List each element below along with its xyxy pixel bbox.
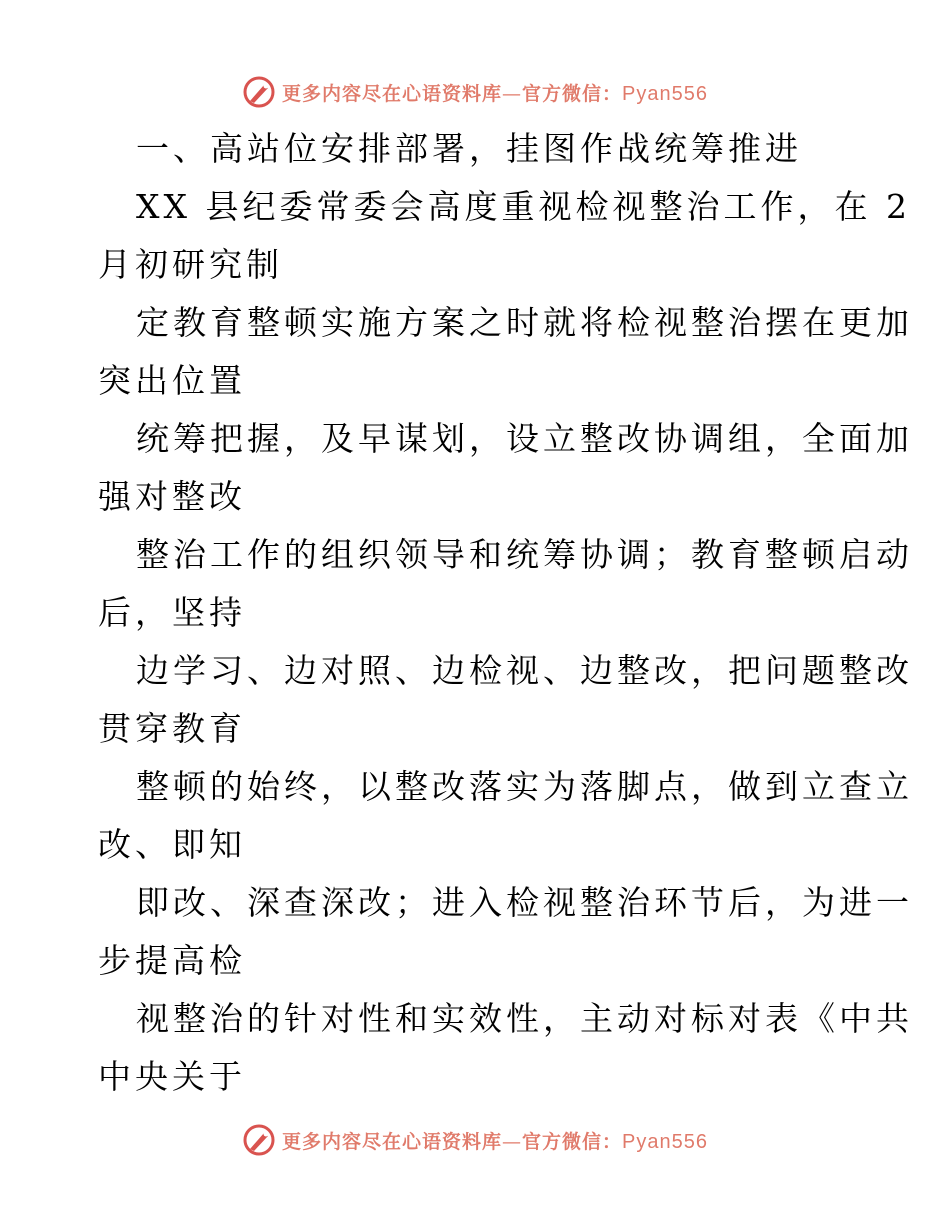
watermark-text [282, 1127, 708, 1154]
watermark-main: 更多内容尽在心语资料库 [282, 1130, 503, 1153]
watermark-wechat-id: Pyan556 [622, 82, 708, 105]
paragraph-line: 即改、深查深改；进入检视整治环节后，为进一 [136, 883, 913, 922]
paragraph-line: 统筹把握，及早谋划，设立整改协调组，全面加 [136, 419, 913, 458]
header-watermark [0, 72, 950, 112]
paragraph-line: 突出位置 [98, 361, 246, 400]
pen-logo-icon [242, 75, 276, 109]
section-heading: 一、高站位安排部署，挂图作战统筹推进 [136, 129, 802, 168]
watermark-dash: — [502, 1130, 523, 1153]
paragraph-line: 月初研究制 [98, 245, 283, 284]
watermark-wechat-label: 官方微信： [522, 1130, 623, 1153]
footer-watermark [0, 1120, 950, 1160]
watermark-wechat-label: 官方微信： [522, 82, 623, 105]
paragraph-line: 改、即知 [98, 825, 246, 864]
paragraph-line: 强对整改 [98, 477, 246, 516]
paragraph-line: 贯穿教育 [98, 709, 246, 748]
paragraph-line: 整顿的始终，以整改落实为落脚点，做到立查立 [136, 767, 913, 806]
paragraph-line: 边学习、边对照、边检视、边整改，把问题整改 [136, 651, 913, 690]
paragraph-line: 步提高检 [98, 941, 246, 980]
watermark-text [282, 79, 708, 106]
paragraph-line: 中央关于 [98, 1057, 246, 1096]
watermark-wechat-id: Pyan556 [622, 1130, 708, 1153]
paragraph-line: 定教育整顿实施方案之时就将检视整治摆在更加 [136, 303, 913, 342]
watermark-dash: — [502, 82, 523, 105]
paragraph-line: 后，坚持 [98, 593, 246, 632]
document-body [98, 120, 913, 1106]
paragraph-line: XX 县纪委常委会高度重视检视整治工作，在 2 [136, 187, 911, 226]
paragraph-line: 整治工作的组织领导和统筹协调；教育整顿启动 [136, 535, 913, 574]
pen-logo-icon [242, 1123, 276, 1157]
watermark-main: 更多内容尽在心语资料库 [282, 82, 503, 105]
paragraph-line: 视整治的针对性和实效性，主动对标对表《中共 [136, 999, 913, 1038]
